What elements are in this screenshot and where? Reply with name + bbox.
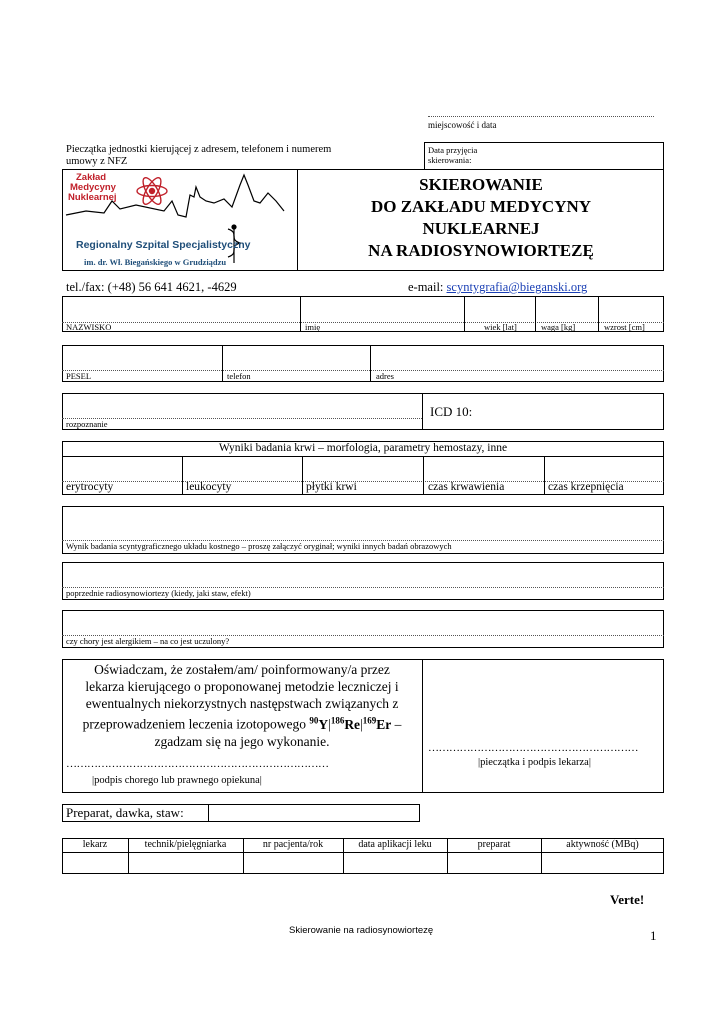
consent-line4 (63, 712, 421, 733)
atom-icon (137, 175, 167, 206)
age-label: wiek [lat] (484, 322, 517, 332)
diagnosis-input[interactable] (63, 394, 421, 417)
phone-label: telefon (227, 371, 251, 381)
diagnosis-dotline (62, 418, 422, 419)
doctor-signature-label: |pieczątka i podpis lekarza| (478, 757, 591, 768)
bottom-col-label: lekarz (82, 839, 108, 850)
bottom-col-label: data aplikacji leku (358, 839, 432, 850)
email-link[interactable]: scyntygrafia@bieganski.org (446, 280, 588, 294)
age-input[interactable] (465, 297, 534, 321)
preparation-cell[interactable] (448, 853, 540, 873)
logo-hospital-sub: im. dr. Wł. Biegańskiego w Grudziądzu (84, 257, 227, 267)
blood-col-label: czas krzepnięcia (548, 481, 624, 493)
consent-line1: Oświadczam, że zostałem/am/ poinformowany/a przez (94, 662, 390, 677)
contact-email-row (408, 280, 587, 295)
receipt-date-box[interactable] (424, 142, 664, 170)
blood-col-label: płytki krwi (306, 481, 357, 493)
name-label: imię (305, 322, 321, 332)
isotope-mass: 169 (362, 715, 377, 725)
page-number: 1 (650, 928, 657, 943)
height-label: wzrost [cm] (604, 322, 645, 332)
doctor-signature-dots[interactable]: …………………………………………………… (428, 742, 638, 754)
height-input[interactable] (599, 297, 663, 321)
consent-line3: ewentualnych niekorzystnych następstwach związanych z (85, 696, 399, 711)
surname-label: NAZWISKO (66, 322, 112, 332)
divider (422, 393, 423, 430)
patient-signature-label: |podpis chorego lub prawnego opiekuna| (92, 775, 262, 786)
leukocytes-input[interactable] (183, 457, 301, 480)
consent-line2: lekarza kierującego o proponowanej metodzie leczniczej i (85, 679, 399, 694)
stamp-note: Pieczątka jednostki kierującej z adresem, telefonem i numerem umowy z NFZ (66, 144, 332, 167)
allergy-label: czy chory jest alergikiem – na co jest uczulony? (66, 636, 230, 646)
divider (422, 659, 423, 793)
bleeding-time-input[interactable] (424, 457, 543, 480)
blood-col-label: leukocyty (186, 481, 232, 493)
logo-unit-line1: Zakład (76, 172, 107, 183)
isotope-separator: | (360, 716, 363, 732)
bottom-col-label: aktywność (MBq) (566, 839, 639, 850)
footer-doc-name: Skierowanie na radiosynowiortezę (289, 925, 434, 936)
consent-line4-pre: przeprowadzeniem leczenia izotopowego (82, 716, 310, 732)
erythrocytes-input[interactable] (63, 457, 181, 480)
patient-signature-dots[interactable]: ………………………………………………………………… (66, 758, 329, 770)
scintigraphy-label: Wynik badania scyntygraficznego układu kostnego – proszę załączyć oryginał; wyniki innych badań obrazowych (66, 541, 452, 551)
place-date-label: miejscowość i data (428, 120, 497, 130)
weight-input[interactable] (536, 297, 597, 321)
consent-line5: zgadzam się na jego wykonanie. (154, 733, 330, 749)
bottom-col-label: technik/pielęgniarka (144, 839, 227, 850)
title-line2: DO ZAKŁADU MEDYCYNY (370, 197, 592, 216)
logo-hospital-name: Regionalny Szpital Specjalistyczny (76, 239, 251, 251)
address-input[interactable] (371, 346, 663, 369)
pesel-input[interactable] (63, 346, 221, 369)
diagnosis-label: rozpoznanie (66, 419, 108, 429)
doctor-cell[interactable] (63, 853, 127, 873)
application-date-cell[interactable] (344, 853, 446, 873)
blood-col-label: czas krwawienia (428, 481, 505, 493)
logo-unit-line3: Nuklearnej (68, 192, 117, 203)
activity-cell[interactable] (542, 853, 663, 873)
address-label: adres (376, 371, 394, 381)
contact-tel: tel./fax: (+48) 56 641 4621, -4629 (66, 280, 237, 294)
patient-number-cell[interactable] (244, 853, 342, 873)
hospital-logo (64, 171, 296, 269)
isotope-mass: 90 (309, 715, 319, 725)
logo-unit-line2: Medycyny (70, 182, 116, 193)
isotope-element: Er (376, 716, 392, 732)
consent-text (63, 661, 421, 750)
icd-field[interactable]: ICD 10: (430, 404, 473, 419)
email-label: e-mail: (408, 280, 444, 294)
clotting-time-input[interactable] (545, 457, 663, 480)
platelets-input[interactable] (303, 457, 422, 480)
previous-rso-label: poprzednie radiosynowiortezy (kiedy, jaki staw, efekt) (66, 588, 251, 598)
pesel-label: PESEL (66, 371, 92, 381)
blood-header: Wyniki badania krwi – morfologia, parametry hemostazy, inne (218, 442, 508, 454)
patient-row-2-dotline (62, 370, 664, 371)
bottom-col-label: preparat (477, 839, 511, 850)
isotope-element: Y (318, 716, 329, 732)
bottom-col-label: nr pacjenta/rok (262, 839, 324, 850)
isotope-mass: 186 (330, 715, 345, 725)
consent-line4-post: – (391, 716, 402, 732)
phone-input[interactable] (223, 346, 369, 369)
place-date-line (428, 116, 654, 117)
isotope-element: Re (344, 716, 361, 732)
document-title (298, 174, 664, 262)
surname-input[interactable] (63, 297, 299, 321)
verte-note: Verte! (610, 892, 645, 907)
preparat-label: Preparat, dawka, staw: (66, 805, 184, 820)
technician-cell[interactable] (129, 853, 242, 873)
title-line3: NUKLEARNEJ (422, 219, 540, 238)
title-line1: SKIEROWANIE (419, 175, 543, 194)
preparat-input[interactable] (209, 805, 419, 821)
blood-col-label: erytrocyty (66, 481, 114, 493)
receipt-date-label: Data przyjęcia skierowania: (428, 145, 478, 165)
weight-label: waga [kg] (541, 322, 576, 332)
title-line4: NA RADIOSYNOWIORTEZĘ (368, 241, 594, 260)
name-input[interactable] (301, 297, 463, 321)
isotope-separator: | (328, 716, 331, 732)
